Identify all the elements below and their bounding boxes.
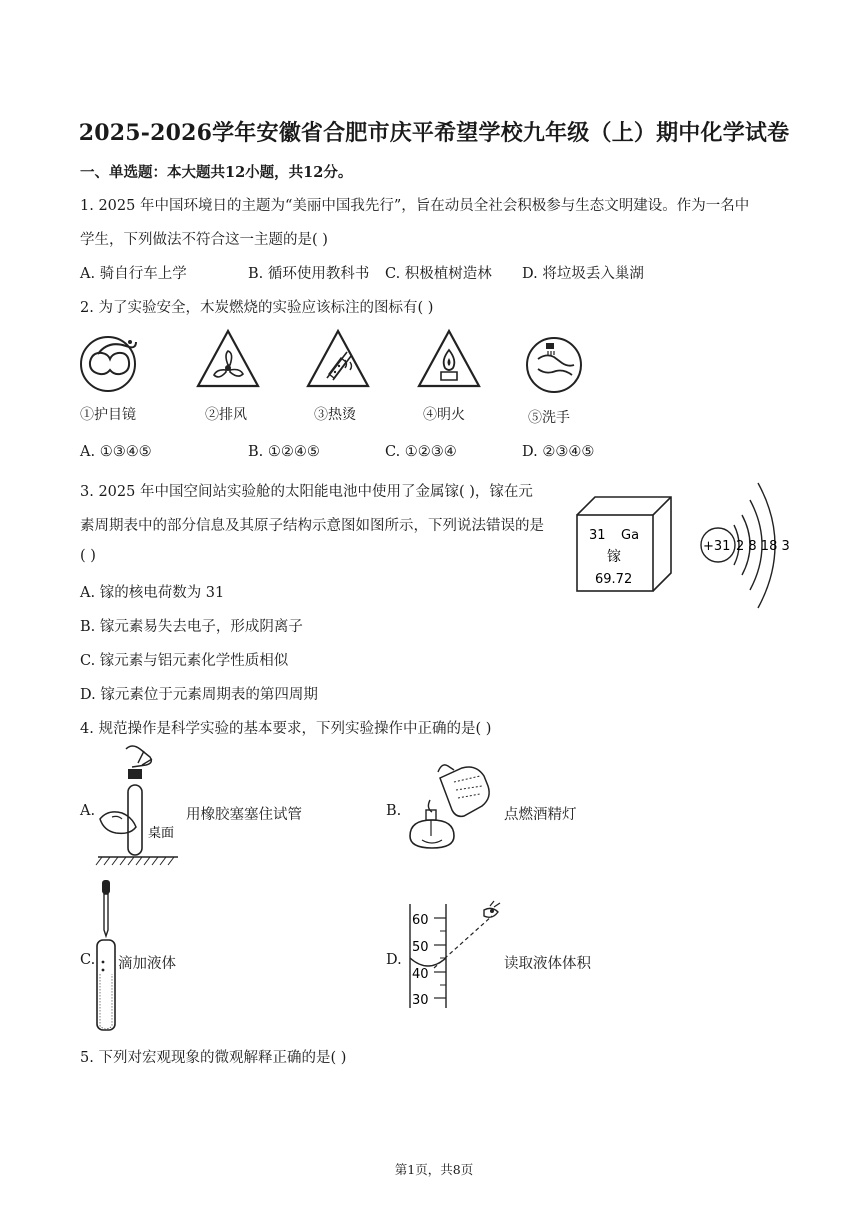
hand-washing-icon [524,335,584,395]
q4-option-d-letter: D. [386,952,402,968]
scale-50: 50 [412,940,429,955]
icon-label-hot: ③热烫 [314,407,356,423]
q4-stem: 4. 规范操作是科学实验的基本要求，下列实验操作中正确的是( ) [80,721,492,737]
open-flame-icon [416,328,482,390]
q3-option-d: D. 镓元素位于元素周期表的第四周期 [80,687,318,703]
q5-stem: 5. 下列对宏观现象的微观解释正确的是( ) [80,1050,347,1066]
atom-shells: 2 8 18 3 [736,539,790,554]
alcohol-lamp-figure [402,760,502,856]
scale-40: 40 [412,967,429,982]
q4-option-a-caption: 用橡胶塞塞住试管 [186,807,302,823]
q2-option-b: B. ①②④⑤ [248,444,320,460]
atom-nucleus: +31 [703,539,731,554]
q1-option-a: A. 骑自行车上学 [80,266,187,282]
q1-option-d: D. 将垃圾丢入巢湖 [522,266,644,282]
q3-option-c: C. 镓元素与铝元素化学性质相似 [80,653,289,669]
q3-stem-line-2: 素周期表中的部分信息及其原子结构示意图如图所示，下列说法错误的是 [80,518,544,534]
element-card [575,495,675,595]
q3-stem-line-3: ( ) [80,548,96,564]
scale-30: 30 [412,993,429,1008]
q3-option-a: A. 镓的核电荷数为 31 [80,585,225,601]
stopper-test-tube-figure [96,745,180,871]
element-number: 31 [589,528,606,543]
q1-option-c: C. 积极植树造林 [385,266,492,282]
graduated-cylinder-figure [404,900,508,1012]
icon-label-flame: ④明火 [423,407,465,423]
q2-option-c: C. ①②③④ [385,444,457,460]
icon-label-ventilation: ②排风 [205,407,247,423]
atom-structure-diagram [696,478,796,612]
q4-option-d-caption: 读取液体体积 [504,956,591,972]
element-mass: 69.72 [595,572,633,587]
q4-option-b-caption: 点燃酒精灯 [504,807,577,823]
scale-60: 60 [412,913,429,928]
q4-option-c-caption: 滴加液体 [118,956,176,972]
goggles-icon [78,332,142,396]
q4-option-a-letter: A. [80,803,96,819]
ventilation-icon [195,328,261,390]
element-name: 镓 [607,549,621,565]
q2-stem: 2. 为了实验安全，木炭燃烧的实验应该标注的图标有( ) [80,300,434,316]
q1-stem-line-2: 学生，下列做法不符合这一主题的是( ) [80,232,328,248]
icon-label-wash: ⑤洗手 [528,410,570,426]
section-heading: 一、单选题：本大题共12小题，共12分。 [80,164,353,181]
hot-surface-icon [305,328,371,390]
icon-label-goggles: ①护目镜 [80,407,136,423]
q3-stem-line-1: 3. 2025 年中国空间站实验舱的太阳能电池中使用了金属镓( )，镓在元 [80,484,533,500]
page-footer: 第1页，共8页 [394,1162,474,1177]
table-label: 桌面 [148,826,175,841]
q1-option-b: B. 循环使用教科书 [248,266,370,282]
page-title: 2025-2026学年安徽省合肥市庆平希望学校九年级（上）期中化学试卷 [78,120,790,146]
dropper-figure [94,878,118,1034]
q2-option-d: D. ②③④⑤ [522,444,595,460]
q3-option-b: B. 镓元素易失去电子，形成阴离子 [80,619,303,635]
q4-option-c-letter: C. [80,952,96,968]
q2-option-a: A. ①③④⑤ [80,444,152,460]
q1-stem-line-1: 1. 2025 年中国环境日的主题为“美丽中国我先行”，旨在动员全社会积极参与生态文明建设。作为一名中 [80,198,750,214]
q4-option-b-letter: B. [386,803,402,819]
element-symbol: Ga [621,528,640,543]
